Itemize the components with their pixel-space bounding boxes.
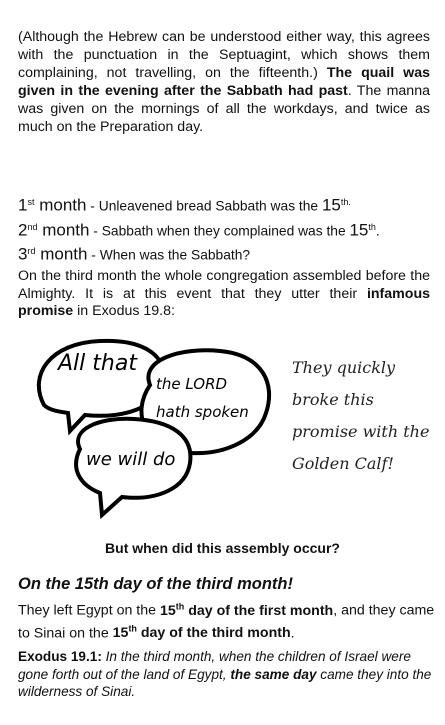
bubble-2-line1: the LORD [156, 375, 228, 393]
bubble-2-line2: hath spoken [156, 403, 249, 421]
month-line: 3rd month - When was the Sabbath? [18, 244, 251, 264]
month-line: 2nd month - Sabbath when they complained was the 15th. [18, 220, 380, 240]
congregation-paragraph: On the third month the whole congregation assembled before the Almighty. It is at this event that they utter their infamous promise in Exodus 19.8: [18, 268, 430, 319]
bubble-1-text: All that [58, 351, 137, 376]
intro-paragraph [18, 28, 430, 136]
exodus-quote: Exodus 19.1: In the third month, when the children of Israel were gone forth out of the land of Egypt, the same day came they into the wilderness of Sinai. [18, 649, 432, 699]
intro-text-after: . The manna was given on the mornings of all the workdays, and twice as much on the Preparation day. [18, 83, 430, 135]
month-list [18, 192, 443, 266]
intro-bold: The quail was given in the evening after the Sabbath had past [18, 65, 430, 99]
month-line: 1st month - Unleavened bread Sabbath was the $15^{th.}$ [18, 195, 351, 215]
answer-paragraph: They left Egypt on the 15th day of the first month, and they came to Sinai on the 15th day of the third month. [18, 601, 435, 642]
infamous-promise: infamous promise [18, 285, 430, 319]
bubble-3-text: we will do [86, 449, 176, 470]
answer-heading: On the 15th day of the third month! [18, 575, 293, 593]
exodus-reference: Exodus 19.1: [18, 649, 102, 664]
speech-bubbles [30, 335, 280, 535]
intro-text: (Although the Hebrew can be understood either way, this agrees with the punctuation in the Septuagint, which shows them complaining, not travelling, on the fifteenth.) [18, 29, 430, 81]
assembly-question: But when did this assembly occur? [105, 540, 340, 556]
side-note: They quickly broke this promise with the Golden Calf! [292, 358, 430, 473]
